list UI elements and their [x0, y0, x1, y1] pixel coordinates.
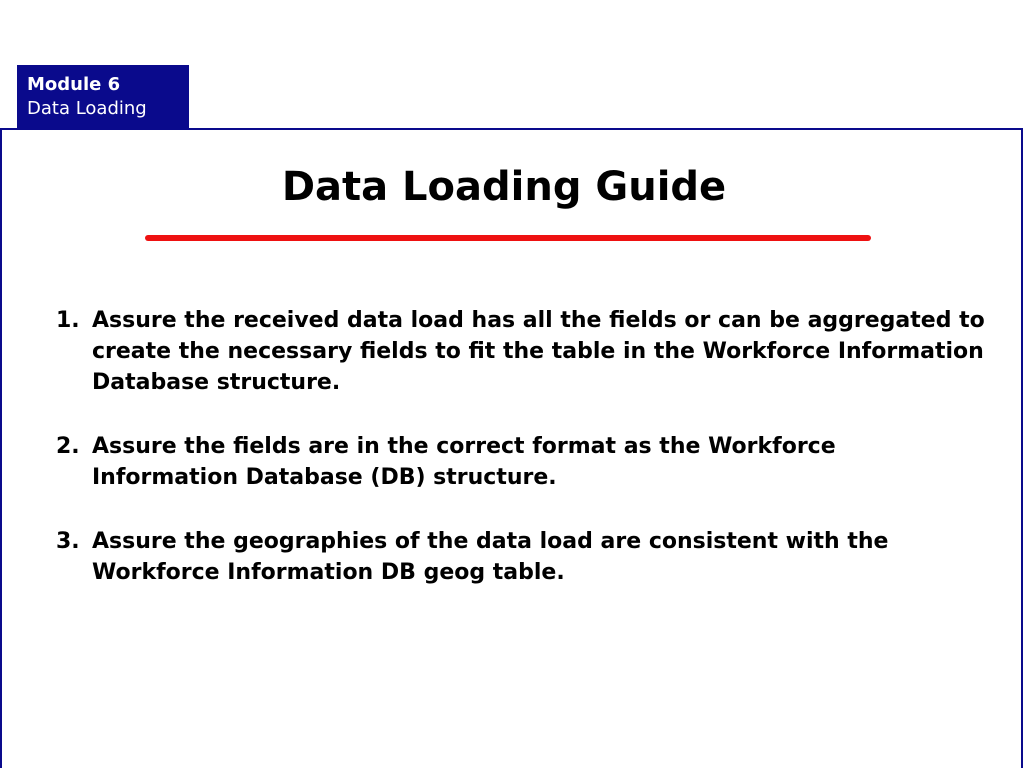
- module-tab: [17, 65, 189, 129]
- module-number: Module 6: [27, 74, 121, 95]
- list-item: [56, 431, 986, 493]
- step-number: 3.: [56, 529, 80, 554]
- step-number: 1.: [56, 308, 80, 333]
- step-text: Assure the geographies of the data load are consistent with the Workforce Information DB geog table.: [92, 529, 889, 585]
- step-text: Assure the fields are in the correct format as the Workforce Information Database (DB) structure.: [92, 434, 836, 490]
- step-number: 2.: [56, 434, 80, 459]
- list-item: [56, 526, 986, 588]
- module-title: Data Loading: [27, 98, 147, 119]
- steps-list: [56, 305, 986, 588]
- list-item: [56, 305, 986, 398]
- slide-title: Data Loading Guide: [281, 164, 727, 210]
- title-underline: [145, 235, 871, 241]
- step-text: Assure the received data load has all the fields or can be aggregated to create the necessary fields to fit the table in the Workforce Information Database structure.: [92, 308, 985, 395]
